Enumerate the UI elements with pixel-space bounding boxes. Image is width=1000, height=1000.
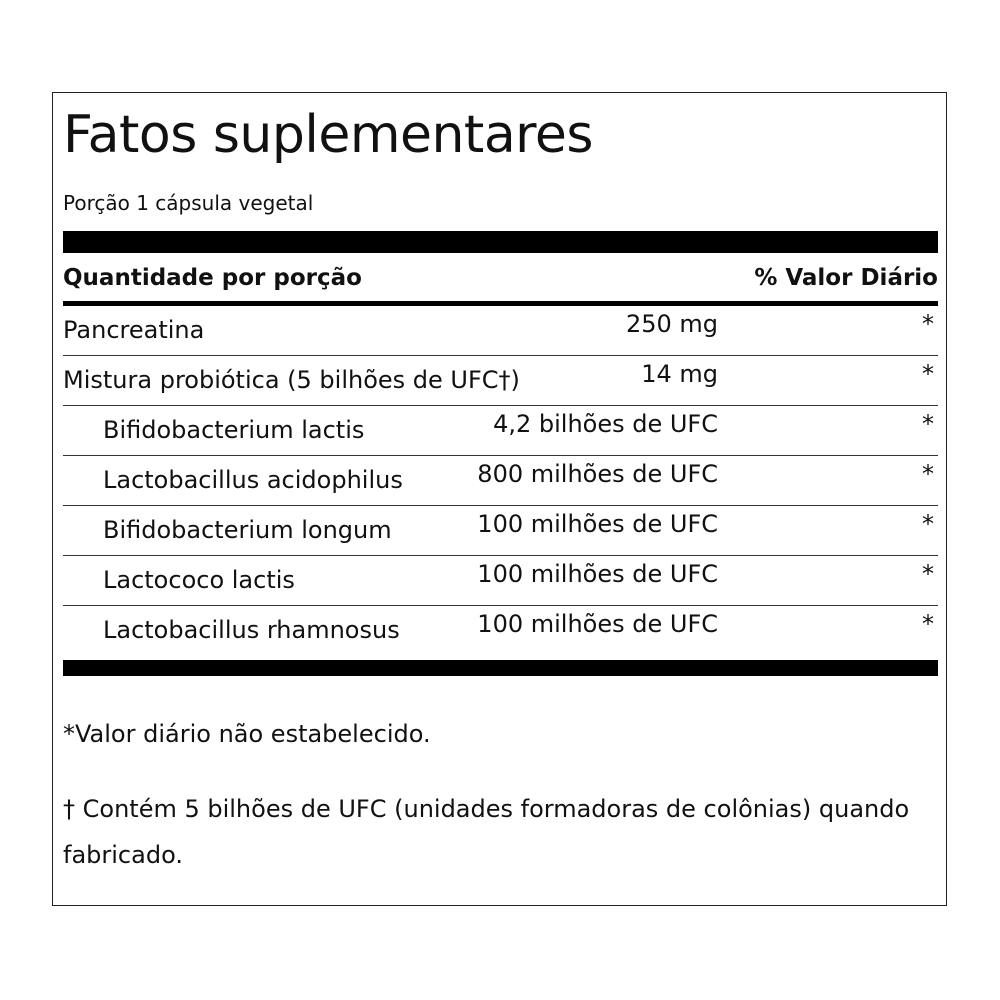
ingredient-daily-value: * — [922, 310, 934, 338]
table-row — [63, 506, 938, 556]
ingredient-name: Pancreatina — [63, 316, 205, 344]
ingredient-amount: 100 milhões de UFC — [477, 510, 718, 538]
cfu-footnote: † Contém 5 bilhões de UFC (unidades formadoras de colônias) quando fabricado. — [63, 795, 910, 869]
ingredient-name: Bifidobacterium longum — [103, 516, 392, 544]
bottom-divider-bar — [63, 660, 938, 676]
ingredient-daily-value: * — [922, 510, 934, 538]
ingredient-name: Bifidobacterium lactis — [103, 416, 365, 444]
amount-per-serving-heading: Quantidade por porção — [63, 265, 362, 291]
ingredient-amount: 250 mg — [625, 310, 718, 338]
ingredient-name: Lactococo lactis — [103, 566, 295, 594]
table-row — [63, 456, 938, 506]
ingredient-amount: 100 milhões de UFC — [477, 560, 718, 588]
ingredient-name: Mistura probiótica (5 bilhões de UFC†) — [63, 366, 520, 394]
ingredient-daily-value: * — [922, 360, 934, 388]
ingredient-name: Lactobacillus acidophilus — [103, 466, 403, 494]
serving-size: Porção 1 cápsula vegetal — [63, 191, 314, 215]
table-row — [63, 356, 938, 406]
table-row — [63, 406, 938, 456]
ingredients-table — [63, 306, 938, 655]
ingredient-amount: 14 mg — [641, 360, 718, 388]
ingredient-amount: 800 milhões de UFC — [477, 460, 718, 488]
supplement-facts-panel — [52, 92, 947, 906]
column-header-row — [63, 265, 938, 291]
ingredient-daily-value: * — [922, 410, 934, 438]
ingredient-amount: 4,2 bilhões de UFC — [493, 410, 718, 438]
ingredient-daily-value: * — [922, 560, 934, 588]
ingredient-daily-value: * — [922, 610, 934, 638]
top-divider-bar — [63, 231, 938, 253]
panel-title: Fatos suplementares — [63, 105, 593, 165]
table-row — [63, 306, 938, 356]
daily-value-heading: % Valor Diário — [754, 265, 938, 291]
ingredient-daily-value: * — [922, 460, 934, 488]
table-row — [63, 606, 938, 655]
table-row — [63, 556, 938, 606]
ingredient-name: Lactobacillus rhamnosus — [103, 616, 400, 644]
ingredient-amount: 100 milhões de UFC — [477, 610, 718, 638]
daily-value-footnote: *Valor diário não estabelecido. — [63, 720, 431, 748]
